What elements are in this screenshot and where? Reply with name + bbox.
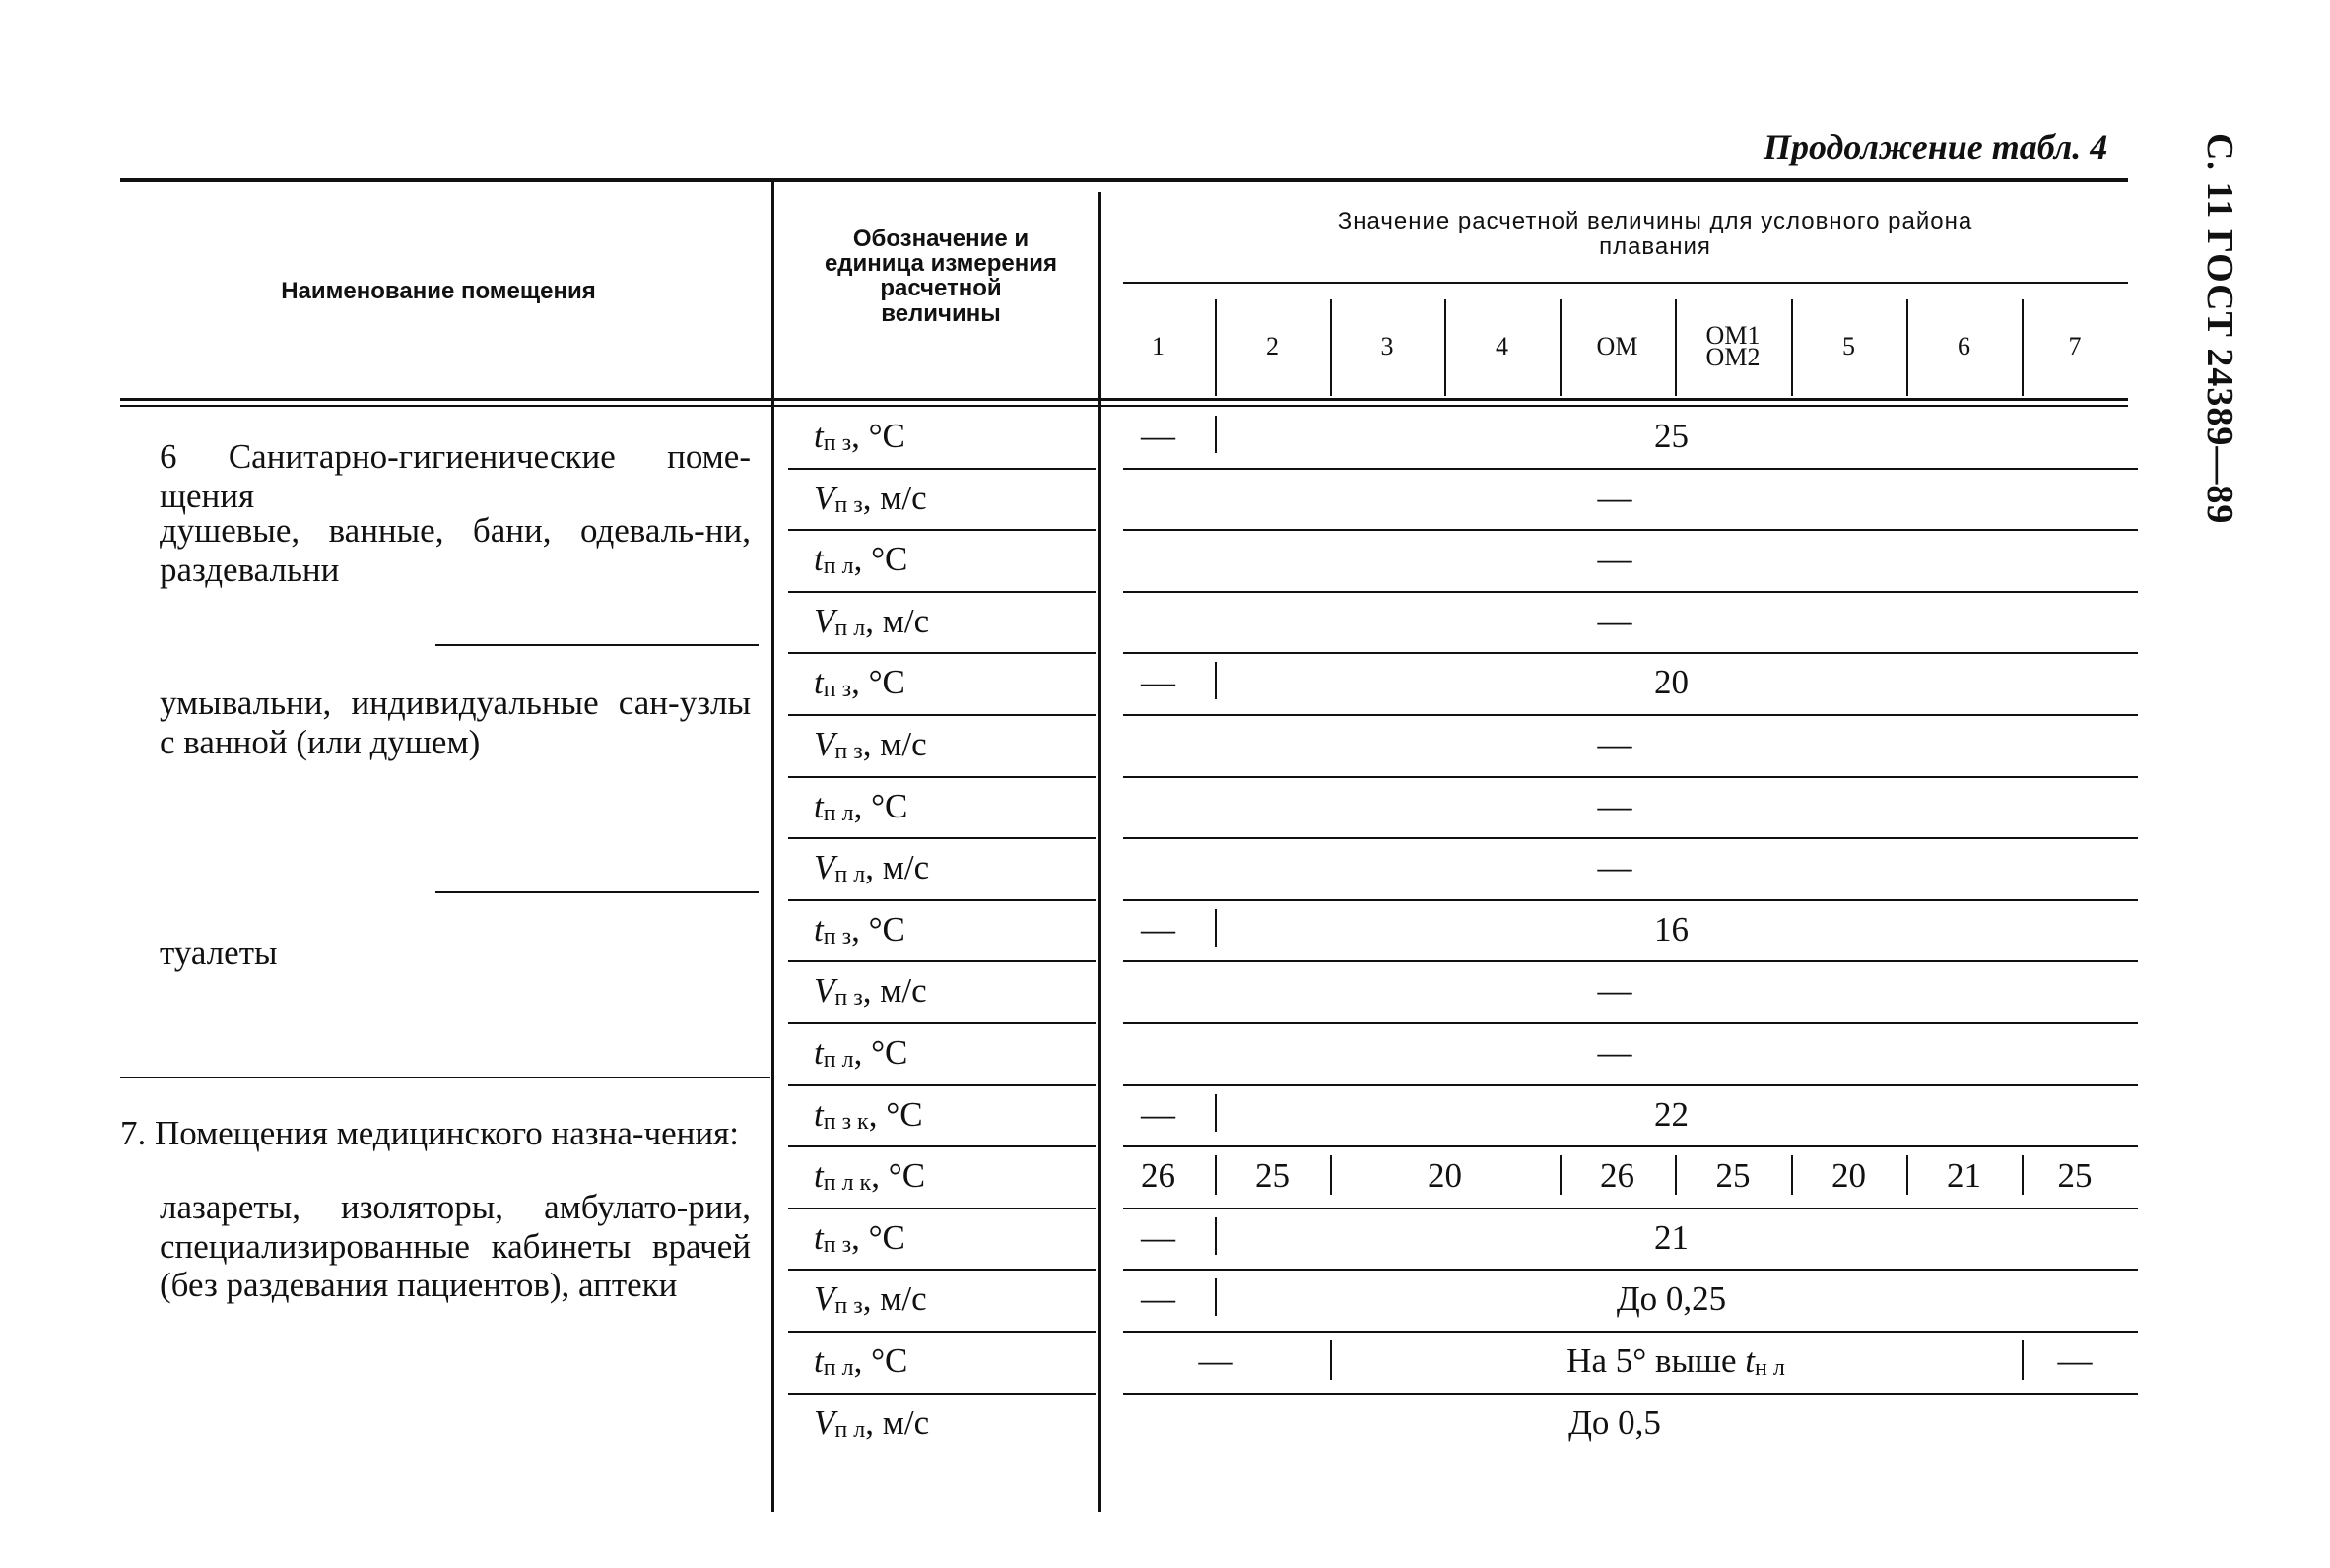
symbol-subscript: п з <box>823 677 852 703</box>
value-cell: 25 <box>1255 1156 1290 1196</box>
value-divider <box>1560 1155 1562 1195</box>
symbol-unit: , м/с <box>865 601 930 640</box>
room-sep-3 <box>120 1077 770 1078</box>
symbol-subscript: п з <box>823 430 852 456</box>
symbol-cell <box>814 1084 923 1145</box>
value-cell: 26 <box>1600 1156 1634 1196</box>
header-symbol-unit: Обозначение и единица измерения расчетной величины <box>824 226 1058 327</box>
value-cell-region-1: — <box>1141 909 1175 948</box>
value-symbol: t <box>1745 1341 1755 1380</box>
symbol-cell <box>814 1331 907 1392</box>
value-divider <box>2022 1155 2024 1195</box>
symbol-cell <box>814 1208 905 1269</box>
continuation-label: Продолжение табл. 4 <box>1764 127 2108 166</box>
value-cell-regions-1-2: — <box>1198 1341 1233 1380</box>
region-header-cell: 5 <box>1842 332 1855 360</box>
symbol-subscript: п л к <box>823 1170 872 1197</box>
symbol-letter: t <box>814 1033 824 1072</box>
region-header-cell: 3 <box>1380 332 1394 360</box>
room-sep-1 <box>435 644 759 646</box>
region-header-cell: 6 <box>1958 332 1970 360</box>
symbol-cell <box>814 529 907 590</box>
region-header-cell: 2 <box>1266 332 1279 360</box>
table-top-rule <box>120 178 2128 182</box>
value-cell: — <box>1597 971 1632 1011</box>
value-cell: До 0,5 <box>1568 1403 1661 1442</box>
symbol-letter: t <box>814 909 824 948</box>
symbol-letter: t <box>814 417 824 455</box>
symbol-unit: , °С <box>851 417 905 455</box>
room-sep-2 <box>435 891 759 893</box>
room-6-washrooms: умывальни, индивидуальные сан-узлы с ванной (или душем) <box>160 684 751 761</box>
value-cell: — <box>1597 478 1632 517</box>
symbol-cell <box>814 714 927 775</box>
region-header-cell: 7 <box>2068 332 2082 360</box>
symbol-letter: V <box>814 478 835 517</box>
value-divider <box>1330 1155 1332 1195</box>
symbol-unit: , °С <box>851 1217 905 1257</box>
symbol-letter: t <box>814 1341 824 1380</box>
value-divider <box>1791 1155 1793 1195</box>
symbol-letter: t <box>814 540 824 579</box>
value-cell: 16 <box>1654 909 1689 948</box>
room-6-toilets: туалеты <box>160 934 278 972</box>
symbol-unit: , °С <box>851 909 905 948</box>
value-cell: 20 <box>1654 663 1689 702</box>
value-divider <box>1906 1155 1908 1195</box>
symbol-letter: V <box>814 1403 835 1442</box>
value-divider <box>1675 1155 1677 1195</box>
value-cell: — <box>1597 725 1632 763</box>
symbol-subscript: п л <box>834 615 866 641</box>
symbol-subscript: п з <box>834 985 863 1012</box>
room-7-medical: лазареты, изоляторы, амбулато-рии, специализированные кабинеты врачей (без раздевания пациентов), аптеки <box>160 1188 751 1305</box>
value-cell: 25 <box>1715 1156 1751 1196</box>
value-cell: 22 <box>1654 1094 1689 1134</box>
symbol-subscript: п л <box>823 554 854 580</box>
region-header-cell: ОМ <box>1596 332 1638 360</box>
value-cell: До 0,25 <box>1616 1279 1727 1319</box>
region-header-divider <box>1560 299 1562 396</box>
symbol-letter: V <box>814 971 835 1011</box>
room-6-title: 6 Санитарно-гигиенические поме-щения <box>160 437 751 515</box>
value-cell: — <box>1597 540 1632 579</box>
header-values: Значение расчетной величины для условного района плавания <box>1337 208 1973 261</box>
region-header-cell: 1 <box>1152 332 1165 360</box>
symbol-subscript: п л <box>823 1355 854 1381</box>
symbol-unit: , м/с <box>862 1279 927 1319</box>
symbol-cell <box>814 468 927 529</box>
region-header-divider <box>1215 299 1217 396</box>
value-cell <box>1330 1331 2022 1392</box>
symbol-subscript: п л <box>823 1047 854 1073</box>
region-header-divider <box>2022 299 2024 396</box>
symbol-letter: t <box>814 786 824 825</box>
symbol-unit: , °С <box>868 1094 923 1134</box>
value-cell-region-1: — <box>1141 417 1175 455</box>
symbol-letter: V <box>814 1279 835 1319</box>
value-cell-region-1: — <box>1141 1279 1175 1319</box>
value-cell: 20 <box>1428 1156 1462 1196</box>
symbol-cell <box>814 406 905 467</box>
symbol-subscript: п л <box>834 1416 866 1443</box>
symbol-subscript: п з <box>834 1293 863 1320</box>
value-cell: 25 <box>1654 417 1689 455</box>
value-cell-region-1: — <box>1141 1094 1175 1134</box>
value-cell: — <box>1597 1033 1632 1072</box>
symbol-cell <box>814 1022 907 1083</box>
value-cell-region-1: — <box>1141 663 1175 702</box>
symbol-unit: , °С <box>871 1156 926 1196</box>
value-cell: — <box>1597 786 1632 825</box>
header-bottom-rule <box>120 398 2128 401</box>
symbol-subscript: п з <box>823 1231 852 1258</box>
symbol-unit: , м/с <box>865 1403 930 1442</box>
symbol-cell <box>814 1393 929 1454</box>
symbol-unit: , °С <box>851 663 905 702</box>
symbol-unit: , °С <box>853 1033 908 1072</box>
symbol-letter: t <box>814 663 824 702</box>
symbol-cell <box>814 960 927 1021</box>
symbol-subscript: п з к <box>823 1108 869 1135</box>
value-subscript: н л <box>1755 1355 1785 1381</box>
standard-page-label: С. 11 ГОСТ 24389—89 <box>2199 133 2240 525</box>
header-room-name: Наименование помещения <box>281 278 596 304</box>
symbol-letter: V <box>814 848 835 887</box>
room-6-showers: душевые, ванные, бани, одеваль-ни, раздевальни <box>160 511 751 589</box>
symbol-unit: , °С <box>853 786 908 825</box>
symbol-subscript: п л <box>823 800 854 826</box>
region-header-label: ОМ1 <box>1705 321 1761 350</box>
region-header-label: ОМ2 <box>1705 343 1761 371</box>
symbol-cell <box>814 591 929 652</box>
value-cell: 21 <box>1947 1156 1981 1196</box>
value-cell-region-1: — <box>1141 1217 1175 1257</box>
region-header-divider <box>1444 299 1446 396</box>
symbol-subscript: п з <box>834 739 863 764</box>
value-cell: 26 <box>1141 1156 1175 1196</box>
symbol-unit: , м/с <box>862 478 927 517</box>
symbol-letter: t <box>814 1156 824 1196</box>
region-header-divider <box>1330 299 1332 396</box>
value-text: На 5° выше <box>1566 1341 1746 1380</box>
region-header-divider <box>1906 299 1908 396</box>
symbol-cell <box>814 776 907 837</box>
symbol-unit: , °С <box>853 1341 908 1380</box>
value-divider <box>1215 1155 1217 1195</box>
symbol-unit: , °С <box>853 540 908 579</box>
symbol-subscript: п з <box>823 923 852 949</box>
symbol-unit: , м/с <box>865 848 930 887</box>
symbol-letter: V <box>814 725 835 763</box>
symbol-unit: , м/с <box>862 971 927 1011</box>
region-header-divider <box>1675 299 1677 396</box>
symbol-subscript: п з <box>834 491 863 518</box>
symbol-letter: V <box>814 601 835 640</box>
value-cell: — <box>1597 601 1632 640</box>
column-divider-1 <box>771 182 774 1512</box>
region-header-divider <box>1791 299 1793 396</box>
symbol-cell <box>814 837 929 898</box>
symbol-unit: , м/с <box>862 725 927 763</box>
symbol-cell <box>814 652 905 713</box>
symbol-cell <box>814 1269 927 1330</box>
value-cell: 25 <box>2057 1156 2093 1196</box>
value-cell-region-7: — <box>2057 1341 2093 1380</box>
value-cell: 20 <box>1831 1156 1866 1196</box>
region-header-cell <box>1675 321 1791 371</box>
region-header-cell: 4 <box>1496 332 1508 360</box>
symbol-cell <box>814 899 905 960</box>
room-7-title: 7. Помещения медицинского назна-чения: <box>120 1114 739 1152</box>
symbol-subscript: п л <box>834 862 866 888</box>
symbol-letter: t <box>814 1094 824 1134</box>
header-subrule <box>1123 282 2128 284</box>
symbol-letter: t <box>814 1217 824 1257</box>
value-cell: 21 <box>1654 1217 1689 1257</box>
value-cell: — <box>1597 848 1632 887</box>
symbol-cell <box>814 1145 925 1207</box>
